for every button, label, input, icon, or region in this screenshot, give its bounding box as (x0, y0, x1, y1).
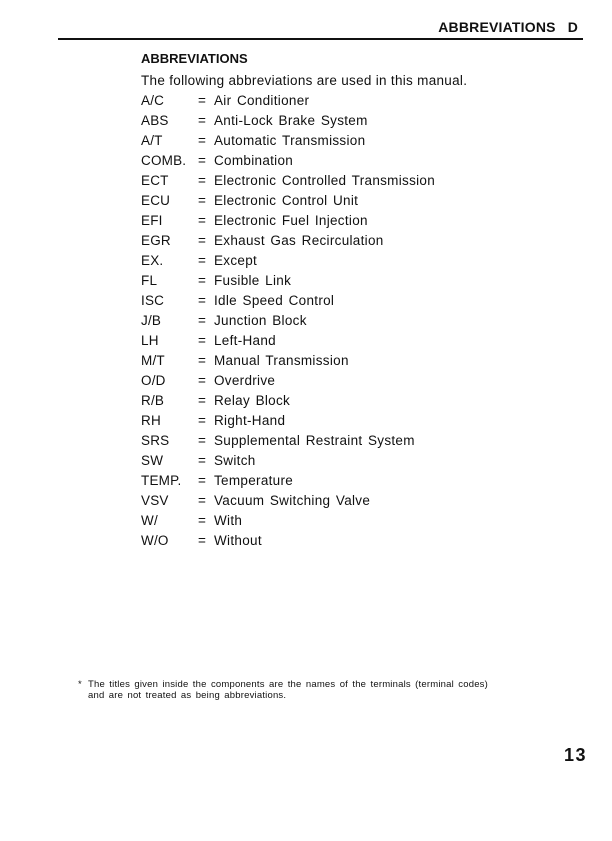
equals-sign: = (198, 193, 206, 208)
abbreviation-meaning: Left-Hand (214, 333, 276, 348)
equals-sign: = (198, 353, 206, 368)
abbreviation-code: EGR (141, 233, 171, 248)
section-letter: D (567, 19, 578, 35)
equals-sign: = (198, 493, 206, 508)
abbreviation-meaning: Automatic Transmission (214, 133, 366, 148)
footnote (78, 679, 568, 701)
abbreviation-meaning: Temperature (214, 473, 294, 488)
abbreviation-meaning: With (214, 513, 243, 528)
abbreviation-row (141, 471, 435, 491)
section-heading: ABBREVIATIONS (141, 51, 248, 66)
abbreviation-code: ABS (141, 113, 169, 128)
equals-sign: = (198, 153, 206, 168)
abbreviation-row (141, 191, 435, 211)
equals-sign: = (198, 273, 206, 288)
equals-sign: = (198, 413, 206, 428)
abbreviation-meaning: Manual Transmission (214, 353, 349, 368)
abbreviation-code: ECU (141, 193, 171, 208)
abbreviation-row (141, 331, 435, 351)
equals-sign: = (198, 433, 206, 448)
abbreviation-meaning: Electronic Controlled Transmission (214, 173, 436, 188)
abbreviation-row (141, 171, 435, 191)
abbreviation-row (141, 291, 435, 311)
abbreviation-code: SW (141, 453, 164, 468)
equals-sign: = (198, 253, 206, 268)
equals-sign: = (198, 173, 206, 188)
abbreviation-row (141, 391, 435, 411)
header-title: ABBREVIATIONS (438, 19, 556, 35)
abbreviation-code: ECT (141, 173, 169, 188)
equals-sign: = (198, 513, 206, 528)
abbreviation-row (141, 371, 435, 391)
page-header (438, 19, 578, 35)
equals-sign: = (198, 533, 206, 548)
abbreviation-code: EFI (141, 213, 163, 228)
abbreviation-code: FL (141, 273, 158, 288)
abbreviation-meaning: Right-Hand (214, 413, 286, 428)
abbreviation-code: R/B (141, 393, 165, 408)
abbreviation-code: ISC (141, 293, 165, 308)
abbreviation-row (141, 251, 435, 271)
abbreviation-row (141, 351, 435, 371)
equals-sign: = (198, 233, 206, 248)
equals-sign: = (198, 213, 206, 228)
abbreviation-code: W/ (141, 513, 158, 528)
abbreviation-code: EX. (141, 253, 164, 268)
abbreviation-code: W/O (141, 533, 169, 548)
abbreviation-meaning: Junction Block (214, 313, 307, 328)
abbreviation-row (141, 511, 435, 531)
footnote-asterisk: * (78, 679, 82, 690)
abbreviation-meaning: Switch (214, 453, 256, 468)
abbreviation-meaning: Without (214, 533, 262, 548)
equals-sign: = (198, 473, 206, 488)
equals-sign: = (198, 333, 206, 348)
abbreviation-row (141, 311, 435, 331)
abbreviation-row (141, 531, 435, 551)
equals-sign: = (198, 373, 206, 388)
abbreviation-code: M/T (141, 353, 165, 368)
page-number: 13 (563, 745, 587, 765)
abbreviation-meaning: Anti-Lock Brake System (214, 113, 368, 128)
abbreviation-row (141, 411, 435, 431)
abbreviation-code: LH (141, 333, 159, 348)
equals-sign: = (198, 93, 206, 108)
abbreviation-row (141, 211, 435, 231)
abbreviation-code: RH (141, 413, 161, 428)
intro-text: The following abbreviations are used in this manual. (141, 73, 468, 88)
abbreviation-code: COMB. (141, 153, 187, 168)
abbreviation-meaning: Vacuum Switching Valve (214, 493, 371, 508)
abbreviation-row (141, 111, 435, 131)
abbreviation-row (141, 271, 435, 291)
abbreviation-meaning: Combination (214, 153, 294, 168)
equals-sign: = (198, 313, 206, 328)
header-rule (58, 38, 583, 40)
abbreviation-meaning: Fusible Link (214, 273, 292, 288)
abbreviation-code: O/D (141, 373, 166, 388)
abbreviation-meaning: Electronic Control Unit (214, 193, 359, 208)
equals-sign: = (198, 293, 206, 308)
abbreviation-code: TEMP. (141, 473, 182, 488)
abbreviation-code: VSV (141, 493, 169, 508)
abbreviation-row (141, 431, 435, 451)
abbreviation-code: A/T (141, 133, 163, 148)
abbreviation-meaning: Supplemental Restraint System (214, 433, 415, 448)
abbreviation-list (141, 91, 435, 551)
abbreviation-meaning: Air Conditioner (214, 93, 310, 108)
abbreviation-code: SRS (141, 433, 170, 448)
abbreviation-meaning: Idle Speed Control (214, 293, 335, 308)
abbreviation-row (141, 131, 435, 151)
equals-sign: = (198, 113, 206, 128)
abbreviation-row (141, 451, 435, 471)
abbreviation-meaning: Overdrive (214, 373, 276, 388)
abbreviation-meaning: Relay Block (214, 393, 291, 408)
abbreviation-row (141, 231, 435, 251)
abbreviation-code: A/C (141, 93, 165, 108)
abbreviation-row (141, 151, 435, 171)
abbreviation-code: J/B (141, 313, 162, 328)
footnote-text-line2: and are not treated as being abbreviations. (88, 690, 287, 701)
abbreviation-meaning: Electronic Fuel Injection (214, 213, 368, 228)
abbreviation-meaning: Exhaust Gas Recirculation (214, 233, 384, 248)
equals-sign: = (198, 133, 206, 148)
abbreviation-row (141, 491, 435, 511)
footnote-text-line1: The titles given inside the components are the names of the terminals (terminal codes) (88, 679, 488, 690)
equals-sign: = (198, 393, 206, 408)
abbreviation-row (141, 91, 435, 111)
abbreviation-meaning: Except (214, 253, 258, 268)
footnote-line (78, 679, 568, 690)
equals-sign: = (198, 453, 206, 468)
